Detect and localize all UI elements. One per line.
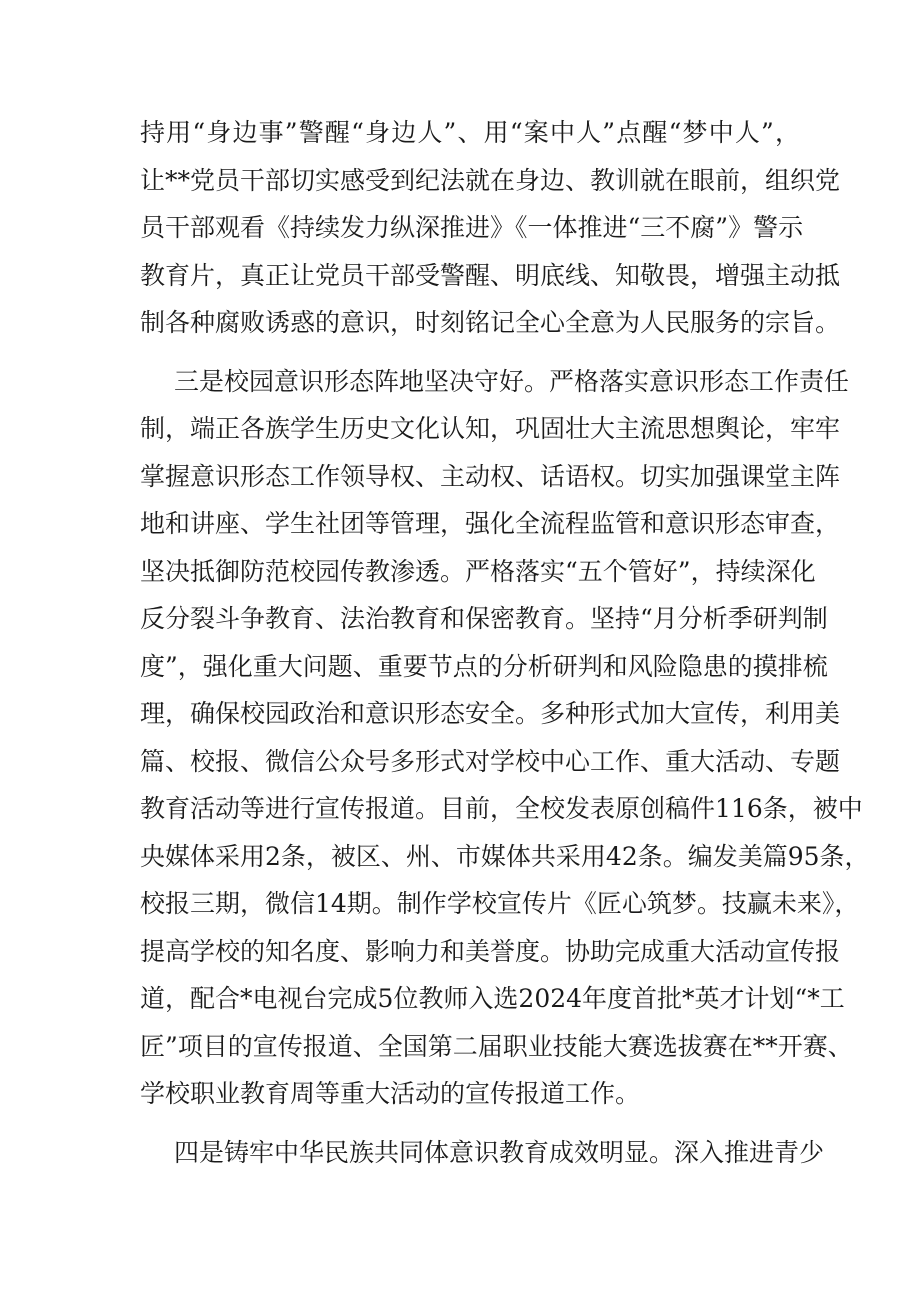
text-line: 校报三期，微信14期。制作学校宣传片《匠心筑梦。技赢未来》， bbox=[140, 889, 860, 918]
paragraph-gap bbox=[140, 1118, 800, 1129]
paragraph-3 bbox=[140, 1129, 825, 1177]
text-line: 央媒体采用2条，被区、州、市媒体共采用42条。编发美篇95条， bbox=[140, 841, 870, 871]
text-line: 学校职业教育周等重大活动的宣传报道工作。 bbox=[140, 1079, 641, 1108]
text-line: 地和讲座、学生社团等管理，强化全流程监管和意识形态审查， bbox=[140, 509, 841, 538]
text-line: 坚决抵御防范校园传教渗透。严格落实“五个管好”，持续深化 bbox=[140, 556, 816, 586]
text-line: 道，配合*电视台完成5位教师入选2024年度首批*英才计划“*工 bbox=[140, 984, 845, 1013]
text-line: 度”，强化重大问题、重要节点的分析研判和风险隐患的摸排梳 bbox=[140, 651, 828, 681]
text-line: 匠”项目的宣传报道、全国第二届职业技能大赛选拔赛在**开赛、 bbox=[140, 1031, 853, 1061]
document-body bbox=[140, 109, 870, 1176]
text-line: 四是铸牢中华民族共同体意识教育成效明显。深入推进青少 bbox=[174, 1137, 825, 1167]
text-line: 制，端正各族学生历史文化认知，巩固壮大主流思想舆论，牢牢 bbox=[140, 414, 841, 443]
paragraph-gap bbox=[140, 347, 800, 358]
text-line: 员干部观看《持续发力纵深推进》《一体推进“三不腐”》警示 bbox=[140, 213, 804, 242]
text-line: 制各种腐败诱惑的意识，时刻铭记全心全意为人民服务的宗旨。 bbox=[140, 308, 841, 337]
text-line: 反分裂斗争教育、法治教育和保密教育。坚持“月分析季研判制 bbox=[140, 604, 828, 633]
text-line: 让**党员干部切实感受到纪法就在身边、教训就在眼前，组织党 bbox=[140, 165, 841, 195]
text-line: 教育片，真正让党员干部受警醒、明底线、知敬畏，增强主动抵 bbox=[140, 260, 841, 290]
text-line: 掌握意识形态工作领导权、主动权、话语权。切实加强课堂主阵 bbox=[140, 461, 841, 491]
text-line: 持用“身边事”警醒“身边人”、用“案中人”点醒“梦中人”， bbox=[140, 118, 800, 147]
text-line: 提高学校的知名度、影响力和美誉度。协助完成重大活动宣传报 bbox=[140, 936, 841, 966]
text-line: 篇、校报、微信公众号多形式对学校中心工作、重大活动、专题 bbox=[140, 746, 841, 776]
paragraph-2 bbox=[140, 358, 870, 1118]
text-line: 教育活动等进行宣传报道。目前，全校发表原创稿件116条，被中 bbox=[140, 794, 863, 823]
text-line: 三是校园意识形态阵地坚决守好。严格落实意识形态工作责任 bbox=[174, 366, 850, 396]
paragraph-1 bbox=[140, 109, 841, 347]
text-line: 理，确保校园政治和意识形态安全。多种形式加大宣传，利用美 bbox=[140, 699, 841, 728]
